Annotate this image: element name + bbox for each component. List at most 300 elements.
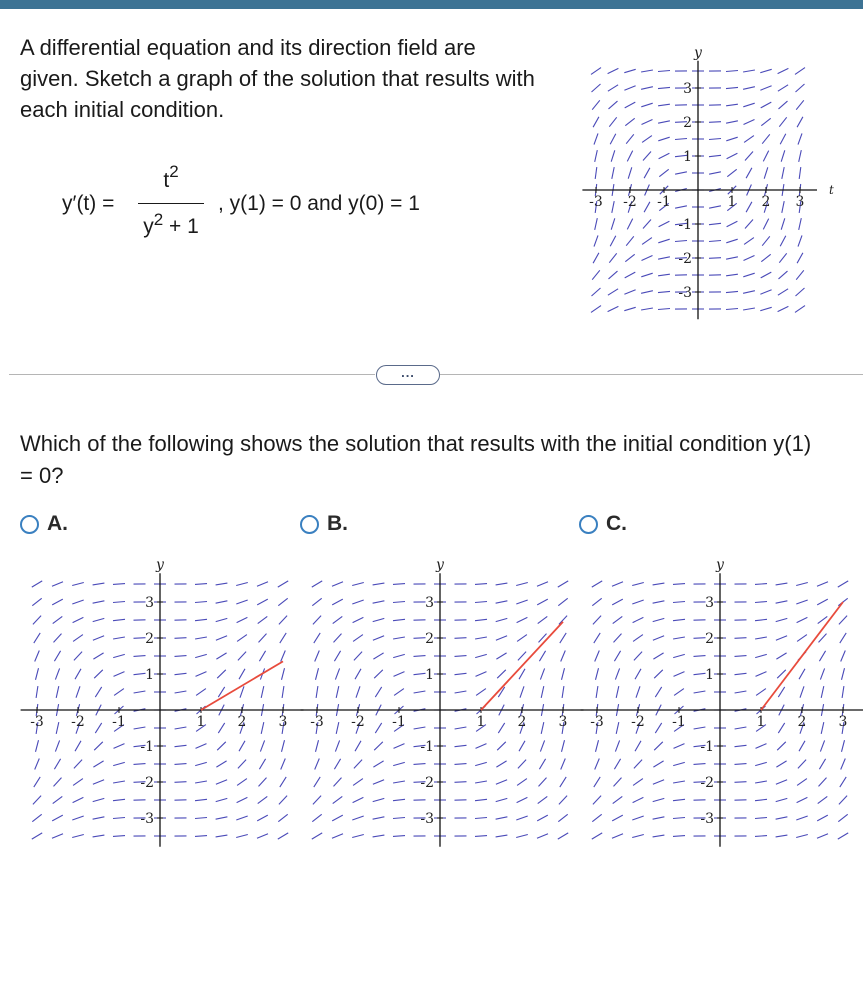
field-segment [743, 87, 755, 90]
field-segment [113, 654, 125, 657]
field-segment [333, 616, 343, 623]
field-segment [762, 134, 770, 143]
field-segment [518, 760, 526, 769]
field-segment [627, 219, 632, 230]
field-segment [373, 636, 384, 640]
field-segment [755, 584, 767, 585]
field-segment [745, 152, 753, 161]
field-segment [373, 601, 385, 603]
field-segment [694, 638, 706, 639]
field-segment [821, 686, 824, 698]
option-a-graph[interactable] [30, 557, 298, 836]
field-segment [726, 71, 738, 72]
field-segment [653, 618, 665, 621]
field-segment [781, 218, 785, 229]
field-segment [655, 723, 661, 733]
field-segment [455, 691, 467, 693]
field-segment [496, 835, 508, 837]
field-segment [658, 104, 670, 106]
field-segment [393, 781, 405, 783]
field-segment [93, 618, 105, 621]
field-segment [615, 740, 619, 751]
option-b[interactable] [300, 512, 348, 536]
field-segment [394, 689, 404, 696]
field-segment [593, 796, 601, 805]
field-segment [334, 759, 340, 769]
field-segment [653, 761, 663, 767]
field-segment [393, 584, 405, 585]
field-segment [314, 633, 320, 643]
field-segment [635, 669, 641, 679]
field-segment [592, 581, 602, 587]
field-segment [539, 778, 547, 787]
field-segment [592, 100, 600, 109]
field-segment [709, 172, 721, 174]
t-tick-label: 2 [517, 714, 527, 730]
field-segment [779, 271, 788, 279]
field-segment [195, 619, 207, 620]
field-segment [594, 133, 598, 144]
field-segment [608, 85, 618, 91]
field-segment [278, 814, 287, 821]
field-segment [516, 835, 528, 838]
field-segment [261, 686, 264, 698]
field-segment [776, 636, 787, 640]
field-segment [778, 306, 789, 311]
field-segment [516, 583, 528, 586]
field-segment [778, 723, 784, 733]
field-segment [373, 835, 385, 837]
field-segment [52, 815, 63, 821]
field-segment [312, 833, 322, 839]
field-segment [709, 258, 721, 259]
field-segment [613, 796, 623, 803]
field-segment [593, 253, 599, 263]
field-segment [755, 602, 767, 603]
field-segment [537, 834, 548, 839]
field-segment [595, 651, 600, 662]
field-segment [633, 617, 644, 622]
t-tick-label: -1 [657, 194, 671, 210]
field-segment [841, 759, 846, 770]
field-segment [54, 759, 60, 769]
field-segment [659, 153, 670, 158]
y-tick-label: 2 [705, 631, 714, 647]
field-segment [496, 583, 508, 585]
field-segment [842, 686, 844, 698]
field-segment [52, 834, 63, 839]
t-tick-label: -3 [589, 194, 603, 210]
field-segment [93, 601, 105, 603]
y-tick-label: -1 [678, 217, 692, 233]
field-segment [625, 254, 634, 261]
field-segment [726, 239, 737, 243]
option-a-label: A. [47, 512, 68, 535]
field-segment [709, 223, 721, 224]
field-segment [196, 744, 207, 749]
radio-c[interactable] [579, 515, 598, 534]
field-segment [625, 118, 634, 125]
field-segment [641, 70, 653, 72]
t-tick-label: 2 [237, 714, 247, 730]
field-segment [519, 741, 525, 751]
field-segment [455, 638, 467, 639]
field-segment [659, 221, 670, 226]
field-segment [761, 118, 770, 125]
field-segment [798, 235, 802, 246]
field-segment [796, 835, 808, 838]
field-segment [694, 673, 706, 674]
field-segment [72, 835, 84, 838]
field-segment [744, 238, 754, 245]
field-segment [654, 742, 663, 750]
field-segment [642, 256, 653, 261]
initial-conditions: , y(1) = 0 and y(0) = 1 [218, 192, 420, 215]
field-segment [641, 87, 653, 90]
field-segment [282, 686, 284, 698]
field-segment [475, 781, 487, 783]
field-segment [596, 668, 599, 680]
field-segment [673, 637, 685, 639]
t-tick-label: 3 [838, 714, 848, 730]
field-segment [281, 651, 286, 662]
y-tick-label: 3 [425, 595, 434, 611]
field-segment [609, 271, 618, 279]
field-segment [659, 169, 668, 176]
field-segment [799, 669, 805, 679]
field-segment [113, 836, 125, 837]
field-segment [72, 600, 83, 604]
field-segment [237, 635, 247, 642]
field-segment [764, 167, 768, 178]
field-segment [797, 253, 803, 263]
field-segment [726, 87, 738, 88]
field-segment [134, 691, 146, 693]
field-segment [113, 619, 125, 620]
field-segment [34, 633, 40, 643]
field-segment [743, 70, 755, 72]
field-segment [352, 600, 363, 604]
field-segment [216, 618, 228, 621]
field-segment [216, 761, 226, 767]
field-segment [216, 780, 227, 784]
field-segment [282, 668, 285, 680]
t-tick-label: -2 [351, 714, 365, 730]
field-segment [393, 654, 405, 657]
field-segment [560, 633, 566, 643]
field-segment [216, 601, 228, 603]
field-segment [779, 253, 786, 262]
field-segment [236, 835, 248, 838]
field-segment [612, 834, 623, 839]
field-segment [612, 167, 614, 179]
field-segment [592, 598, 601, 605]
field-segment [475, 619, 487, 620]
field-segment [113, 818, 125, 819]
field-segment [332, 834, 343, 839]
y-tick-label: 3 [705, 595, 714, 611]
field-segment [134, 673, 146, 674]
t-tick-label: 3 [278, 714, 288, 730]
y-tick-label: -1 [700, 739, 714, 755]
field-segment [624, 69, 635, 72]
field-segment [32, 814, 41, 821]
field-segment [95, 687, 101, 697]
field-segment [257, 815, 268, 821]
field-segment [218, 723, 224, 733]
option-c[interactable] [579, 512, 627, 536]
field-segment [632, 583, 644, 586]
field-segment [113, 781, 125, 783]
field-segment [776, 780, 787, 784]
field-segment [655, 687, 661, 697]
field-segment [393, 619, 405, 620]
field-segment [592, 814, 601, 821]
field-segment [658, 137, 669, 141]
field-segment [74, 760, 82, 769]
field-segment [216, 835, 228, 837]
field-segment [755, 637, 767, 639]
field-segment [315, 759, 320, 770]
equation-denominator: $y^2 + 1$ [143, 210, 199, 238]
field-segment [279, 796, 287, 805]
field-segment [642, 136, 652, 143]
field-segment [819, 634, 827, 643]
field-segment [476, 689, 486, 696]
field-segment [280, 777, 286, 787]
field-segment [763, 151, 768, 162]
field-segment [624, 307, 635, 310]
field-segment [73, 635, 83, 642]
field-segment [763, 219, 768, 230]
field-segment [658, 87, 670, 88]
field-segment [609, 117, 616, 126]
field-segment [761, 272, 772, 278]
field-segment [799, 150, 802, 162]
field-segment [608, 68, 619, 73]
field-segment [819, 778, 827, 787]
field-segment [113, 602, 125, 603]
field-segment [658, 239, 669, 243]
field-segment [746, 202, 752, 212]
field-segment [195, 602, 207, 603]
option-b-graph[interactable] [310, 557, 578, 836]
field-segment [560, 777, 566, 787]
field-segment [36, 740, 39, 752]
field-segment [261, 722, 264, 734]
field-segment [593, 616, 601, 625]
field-segment [517, 635, 527, 642]
field-segment [559, 796, 567, 805]
field-segment [373, 761, 383, 767]
field-segment [797, 635, 807, 642]
field-segment [643, 152, 651, 161]
field-segment [94, 742, 103, 750]
option-c-graph[interactable] [590, 557, 858, 836]
field-segment [776, 798, 788, 801]
field-segment [796, 100, 804, 109]
field-segment [196, 672, 207, 677]
field-segment [596, 740, 599, 752]
field-segment [610, 236, 616, 247]
field-segment [312, 598, 321, 605]
expand-more-button[interactable]: ... [376, 365, 440, 385]
field-segment [819, 651, 825, 661]
field-segment [73, 779, 83, 786]
y-tick-label: -2 [678, 251, 692, 267]
y-tick-label: -2 [420, 775, 434, 791]
field-segment [673, 818, 685, 819]
field-segment [259, 759, 265, 769]
field-segment [394, 744, 405, 749]
field-segment [743, 291, 755, 294]
field-segment [355, 741, 361, 751]
field-segment [76, 686, 80, 697]
y-tick-label: 1 [145, 667, 154, 683]
field-segment [195, 584, 207, 585]
field-segment [394, 672, 405, 677]
field-segment [134, 764, 146, 765]
field-segment [35, 651, 40, 662]
field-segment [195, 637, 207, 639]
field-segment [36, 668, 39, 680]
field-segment [393, 637, 405, 639]
problem-statement: A differential equation and its direction field are given. Sketch a graph of the solution that results with each initial condition. [20, 35, 535, 122]
field-segment [795, 68, 805, 75]
field-segment [744, 256, 755, 261]
field-segment [842, 740, 845, 752]
field-segment [561, 759, 566, 770]
field-segment [496, 601, 508, 603]
field-segment [216, 636, 227, 640]
field-segment [841, 651, 846, 662]
field-segment [175, 638, 187, 639]
field-segment [414, 673, 426, 674]
t-tick-label: -1 [672, 714, 686, 730]
field-segment [644, 202, 650, 212]
field-segment [73, 617, 84, 622]
field-segment [820, 668, 824, 679]
t-tick-label: 1 [727, 194, 737, 210]
field-segment [195, 781, 207, 783]
field-segment [335, 668, 339, 679]
field-segment [760, 86, 771, 90]
field-segment [34, 777, 40, 787]
field-segment [634, 652, 642, 661]
field-segment [352, 583, 364, 586]
field-segment [709, 139, 721, 140]
field-segment [475, 799, 487, 800]
field-segment [653, 780, 664, 784]
y-axis-label: y [716, 557, 724, 574]
field-segment [496, 618, 508, 621]
field-segment [653, 835, 665, 837]
field-segment [54, 778, 62, 787]
field-segment [653, 653, 663, 659]
field-segment [760, 290, 771, 294]
y-axis-label: y [156, 557, 164, 574]
field-segment [658, 257, 670, 259]
field-segment [727, 153, 738, 158]
field-segment [281, 759, 286, 770]
field-segment [796, 816, 807, 820]
field-segment [334, 778, 342, 787]
field-segment [745, 220, 753, 229]
field-segment [625, 272, 636, 278]
field-segment [760, 69, 771, 72]
field-segment [562, 740, 565, 752]
field-segment [316, 668, 319, 680]
field-segment [258, 796, 268, 803]
field-segment [236, 583, 248, 586]
field-segment [633, 779, 643, 786]
field-segment [475, 602, 487, 603]
field-segment [838, 814, 847, 821]
field-segment [393, 762, 405, 765]
field-segment [780, 134, 786, 145]
y-tick-label: -3 [700, 811, 714, 827]
field-segment [562, 686, 564, 698]
field-segment [632, 816, 643, 820]
field-segment [196, 689, 206, 696]
field-segment [496, 817, 508, 819]
field-segment [612, 201, 614, 213]
field-segment [541, 722, 544, 734]
field-segment [744, 120, 755, 125]
t-axis-label: t [829, 183, 834, 197]
field-segment [259, 651, 265, 661]
field-segment [539, 759, 545, 769]
field-segment [217, 670, 226, 678]
field-segment [195, 818, 207, 819]
field-segment [239, 741, 245, 751]
field-segment [641, 103, 652, 107]
field-segment [821, 722, 824, 734]
radio-a[interactable] [20, 515, 39, 534]
field-segment [596, 686, 598, 698]
t-tick-label: 2 [761, 194, 771, 210]
field-segment [616, 686, 619, 698]
field-segment [562, 668, 565, 680]
field-segment [743, 308, 755, 310]
t-tick-label: -1 [112, 714, 126, 730]
radio-b[interactable] [300, 515, 319, 534]
field-segment [72, 816, 83, 820]
field-segment [414, 691, 426, 693]
field-segment [609, 253, 616, 262]
field-segment [613, 616, 623, 623]
field-segment [756, 689, 766, 696]
field-segment [32, 598, 41, 605]
field-segment [236, 600, 247, 604]
field-segment [539, 651, 545, 661]
field-segment [516, 816, 527, 820]
option-a[interactable] [20, 512, 68, 536]
field-segment [237, 779, 247, 786]
field-segment [36, 686, 38, 698]
field-segment [735, 727, 747, 729]
field-segment [735, 656, 747, 657]
field-segment [52, 599, 63, 605]
field-segment [673, 836, 685, 837]
field-segment [625, 102, 636, 108]
field-segment [593, 117, 599, 127]
option-b-label: B. [327, 512, 348, 535]
field-segment [354, 652, 362, 661]
field-segment [653, 636, 664, 640]
field-segment [653, 817, 665, 819]
field-segment [336, 722, 339, 734]
